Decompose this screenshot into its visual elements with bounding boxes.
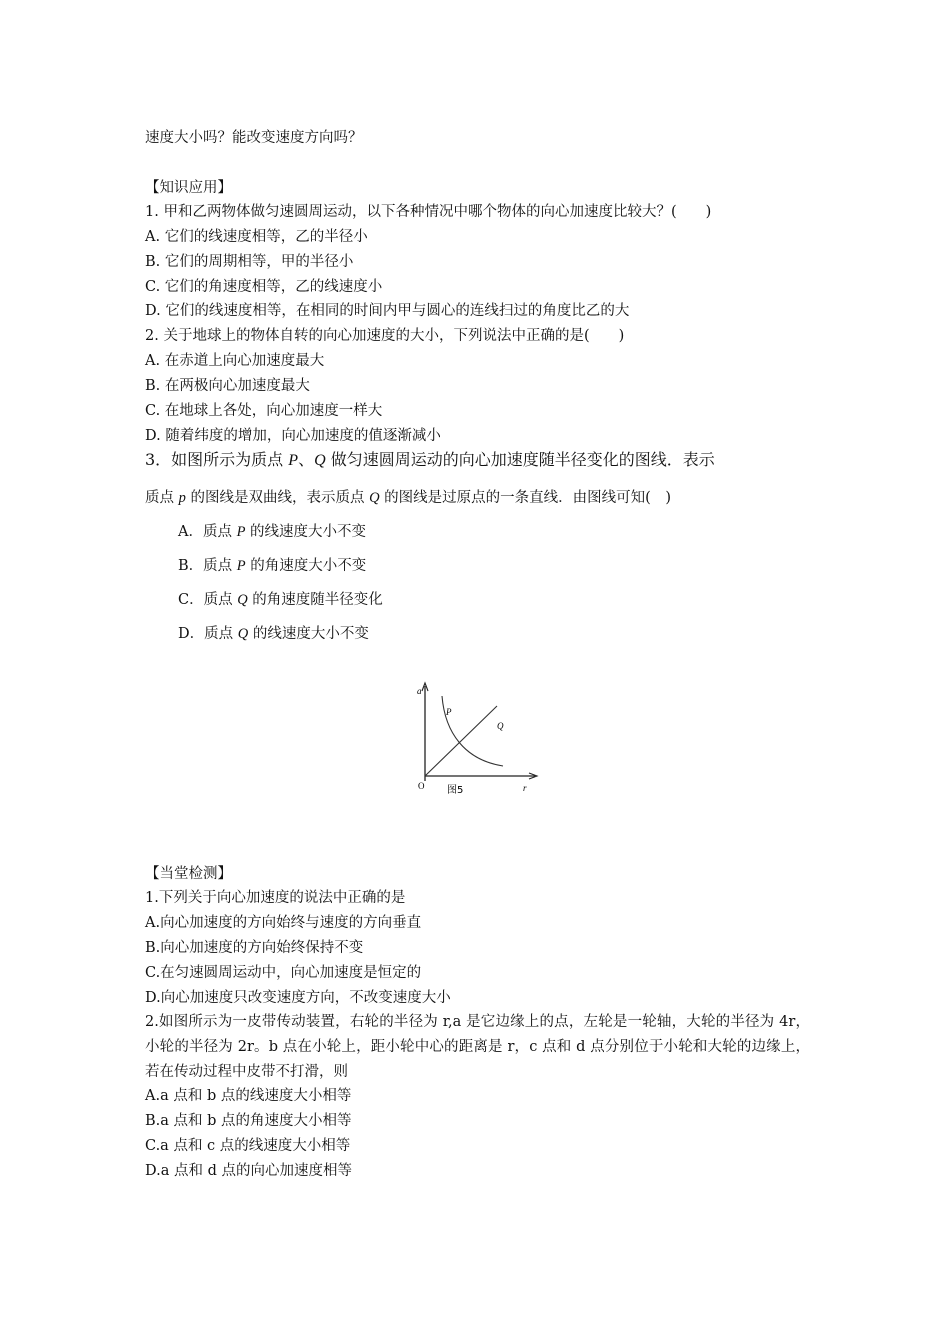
section-heading-check: 【当堂检测】 <box>145 866 232 882</box>
y-axis-label: a <box>417 686 422 696</box>
q3-stem-line1: 3．如图所示为质点 P、Q 做匀速圆周运动的向心加速度随半径变化的图线．表示 <box>145 450 715 469</box>
check-q2-option-c: C.a 点和 c 点的线速度大小相等 <box>145 1138 351 1154</box>
check-q1-stem: 1.下列关于向心加速度的说法中正确的是 <box>145 890 406 906</box>
q3-stem-line2: 质点 p 的图线是双曲线，表示质点 Q 的图线是过原点的一条直线．由图线可知( ) <box>145 490 671 506</box>
q1-option-d: D. 它们的线速度相等，在相同的时间内甲与圆心的连线扫过的角度比乙的大 <box>145 303 630 319</box>
origin-label: O <box>418 781 425 791</box>
check-q2-option-d: D.a 点和 d 点的向心加速度相等 <box>145 1163 352 1179</box>
check-q1-option-c: C.在匀速圆周运动中，向心加速度是恒定的 <box>145 965 422 981</box>
line-q <box>425 706 497 776</box>
q1-option-c: C. 它们的角速度相等，乙的线速度小 <box>145 279 383 295</box>
check-q2-stem: 2.如图所示为一皮带传动装置，右轮的半径为 r,a 是它边缘上的点，左轮是一轮轴，大轮的半径为 4r，小轮的半径为 2r。b 点在小轮上，距小轮中心的距离是 r，c 点和 d 点分别位于小轮和大轮的边缘上，若在传动过程中皮带不打滑，则 <box>145 1014 810 1080</box>
q3-option-c: C．质点 Q 的角速度随半径变化 <box>178 592 383 608</box>
q2-option-c: C. 在地球上各处，向心加速度一样大 <box>145 403 383 419</box>
x-axis-label: r <box>523 783 527 793</box>
q1-option-b: B. 它们的周期相等，甲的半径小 <box>145 254 354 270</box>
line-q-label: Q <box>497 721 504 731</box>
check-q1-option-a: A.向心加速度的方向始终与速度的方向垂直 <box>145 915 422 931</box>
check-q2-option-a: A.a 点和 b 点的线速度大小相等 <box>145 1088 352 1104</box>
figure-caption: 图5 <box>447 785 464 796</box>
q1-option-a: A. 它们的线速度相等，乙的半径小 <box>145 229 368 245</box>
q3-figure <box>405 678 545 800</box>
q2-option-b: B. 在两极向心加速度最大 <box>145 378 310 394</box>
check-q2-option-b: B.a 点和 b 点的角速度大小相等 <box>145 1113 352 1129</box>
q3-option-a: A．质点 P 的线速度大小不变 <box>178 524 367 540</box>
q2-option-a: A. 在赤道上向心加速度最大 <box>145 353 325 369</box>
q1-stem: 1. 甲和乙两物体做匀速圆周运动，以下各种情况中哪个物体的向心加速度比较大？( ) <box>145 204 712 220</box>
q2-option-d: D. 随着纬度的增加，向心加速度的值逐渐减小 <box>145 428 441 444</box>
curve-p-label: P <box>446 707 452 717</box>
intro-tail: 速度大小吗？能改变速度方向吗？ <box>145 130 363 146</box>
check-q1-option-b: B.向心加速度的方向始终保持不变 <box>145 940 364 956</box>
q3-option-d: D．质点 Q 的线速度大小不变 <box>178 626 369 642</box>
section-heading-application: 【知识应用】 <box>145 180 232 196</box>
check-q1-option-d: D.向心加速度只改变速度方向，不改变速度大小 <box>145 990 451 1006</box>
q3-option-b: B．质点 P 的角速度大小不变 <box>178 558 367 574</box>
q2-stem: 2. 关于地球上的物体自转的向心加速度的大小，下列说法中正确的是( ) <box>145 328 625 344</box>
